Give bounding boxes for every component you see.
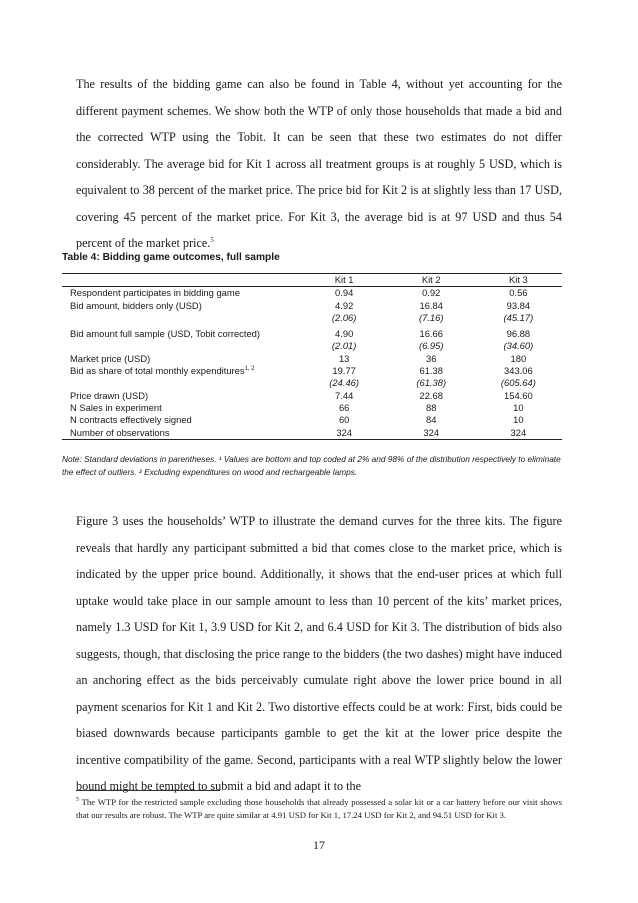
table-note: Note: Standard deviations in parentheses. ¹ Values are bottom and top coded at 2% and 98% of the distribution respectively to eliminate the effect of outliers. ² Excluding expenditures on wood and rechargeable lamps. [62,454,561,477]
footnote-marker: 5 [76,797,79,804]
cell-kit-1: 19.77 [332,365,356,377]
header-label-cell [62,274,301,287]
cell-kit-3: 324 [475,427,562,440]
row-label-superscript: 1, 2 [244,365,255,372]
table-row [62,365,562,377]
row-label: N contracts effectively signed [70,414,192,426]
header-kit-3: Kit 3 [475,274,562,287]
cell-kit-3: 10 [513,401,524,413]
cell-kit-3: 93.84 [506,299,531,311]
row-label: Price drawn (USD) [70,389,149,401]
cell-kit-1: 4.90 [335,328,354,340]
cell-kit-3-sd: (605.64) [500,377,536,389]
cell-kit-3: 0.56 [509,287,528,299]
cell-kit-1: 60 [338,414,350,426]
table-row-sd [62,312,562,324]
cell-kit-1-sd: (2.01) [331,340,357,352]
cell-kit-3: 180 [510,352,527,364]
cell-kit-3: 10 [513,414,524,426]
cell-kit-2: 88 [426,401,437,413]
header-kit-2: Kit 2 [388,274,475,287]
cell-kit-2: 16.84 [419,299,443,311]
body-paragraph-1 [76,71,562,257]
cell-kit-2: 324 [388,427,475,440]
table-row [62,287,562,300]
row-label: Bid amount, bidders only (USD) [70,299,202,311]
row-label: N Sales in experiment [70,401,162,413]
table-row [62,390,562,402]
cell-kit-1: 4.92 [335,299,354,311]
footnote-reference[interactable]: 5 [210,235,214,244]
cell-kit-2: 0.92 [422,287,441,299]
cell-kit-3-sd: (45.17) [503,311,534,323]
table-row-observations [62,427,562,440]
cell-kit-2: 22.68 [419,389,443,401]
footnote-text: The WTP for the restricted sample excluding those households that already possessed a solar kit or a car battery before our visit shows that our results are robust. The WTP are quite similar at 4.91 USD for Kit 1, 17.24 USD for Kit 2, and 94.51 USD for Kit 3. [76,797,563,820]
cell-kit-2: 84 [426,414,437,426]
cell-kit-1: 324 [301,427,388,440]
cell-kit-3: 343.06 [504,365,533,377]
cell-kit-1: 0.94 [335,287,354,299]
row-label [62,340,301,352]
cell-kit-1: 7.44 [335,389,354,401]
cell-kit-3: 154.60 [504,389,533,401]
row-label [62,365,301,377]
footnote-divider [76,790,220,791]
table-row [62,328,562,340]
cell-kit-2-sd: (6.95) [418,340,444,352]
header-kit-1: Kit 1 [301,274,388,287]
cell-kit-2: 61.38 [419,365,443,377]
table-header-row [62,274,562,287]
row-label: Number of observations [62,427,301,440]
table-row-sd [62,340,562,352]
cell-kit-1-sd: (24.46) [329,377,360,389]
table-row [62,300,562,312]
row-label [62,377,301,389]
cell-kit-2: 36 [426,352,437,364]
row-label: Market price (USD) [70,352,151,364]
body-paragraph-2: Figure 3 uses the households’ WTP to illustrate the demand curves for the three kits. The figure reveals that hardly any participant submitted a bid that comes close to the market price, which is indicated by the upper price bound. Additionally, it shows that the end-user prices at which full uptake would take place in our sample amount to less than 10 percent of the kits’ market prices, namely 1.3 USD for Kit 1, 3.9 USD for Kit 2, and 6.4 USD for Kit 3. The distribution of bids also suggests, though, that disclosing the price range to the bidders (the two dashes) might have induced an anchoring effect as the bids perceivably cumulate right above the lower price bound in all payment scenarios for Kit 1 and Kit 2. Two distortive effects could be at work: First, bids could be biased downwards because participants gamble to get the kit at the lower price despite the incentive compatibility of the game. Second, participants with a real WTP slightly below the lower bound might be tempted to submit a bid and adapt it to the [76,514,562,793]
cell-kit-3: 96.88 [506,328,531,340]
table-row [62,353,562,365]
cell-kit-2-sd: (61.38) [416,377,447,389]
body-paragraph-1-text: The results of the bidding game can also be found in Table 4, without yet accounting for the different payment schemes. We show both the WTP of only those households that made a bid and the corrected WTP using the Tobit. It can be seen that these two estimates do not differ considerably. The average bid for Kit 1 across all treatment groups is at roughly 5 USD, which is equivalent to 38 percent of the market price. The price bid for Kit 2 is at slightly less than 17 USD, covering 45 percent of the market price. For Kit 3, the average bid is at 97 USD and thus 54 percent of the market price. [76,77,562,250]
page-number: 17 [313,838,325,852]
row-label: Respondent participates in bidding game [70,287,240,299]
table-row-sd [62,377,562,389]
row-label: Bid amount full sample (USD, Tobit corrected) [70,328,261,340]
cell-kit-3-sd: (34.60) [503,340,534,352]
footnote [76,796,562,822]
table-row [62,414,562,426]
cell-kit-1: 13 [338,352,350,364]
table-caption: Table 4: Bidding game outcomes, full sample [62,252,280,263]
bidding-outcomes-table [62,273,562,440]
cell-kit-1-sd: (2.06) [331,311,357,323]
cell-kit-2: 16.66 [419,328,443,340]
table-row [62,402,562,414]
row-label [62,312,301,324]
cell-kit-1: 66 [338,401,350,413]
cell-kit-2-sd: (7.16) [418,311,444,323]
row-label-text: Bid as share of total monthly expenditures [70,365,245,377]
